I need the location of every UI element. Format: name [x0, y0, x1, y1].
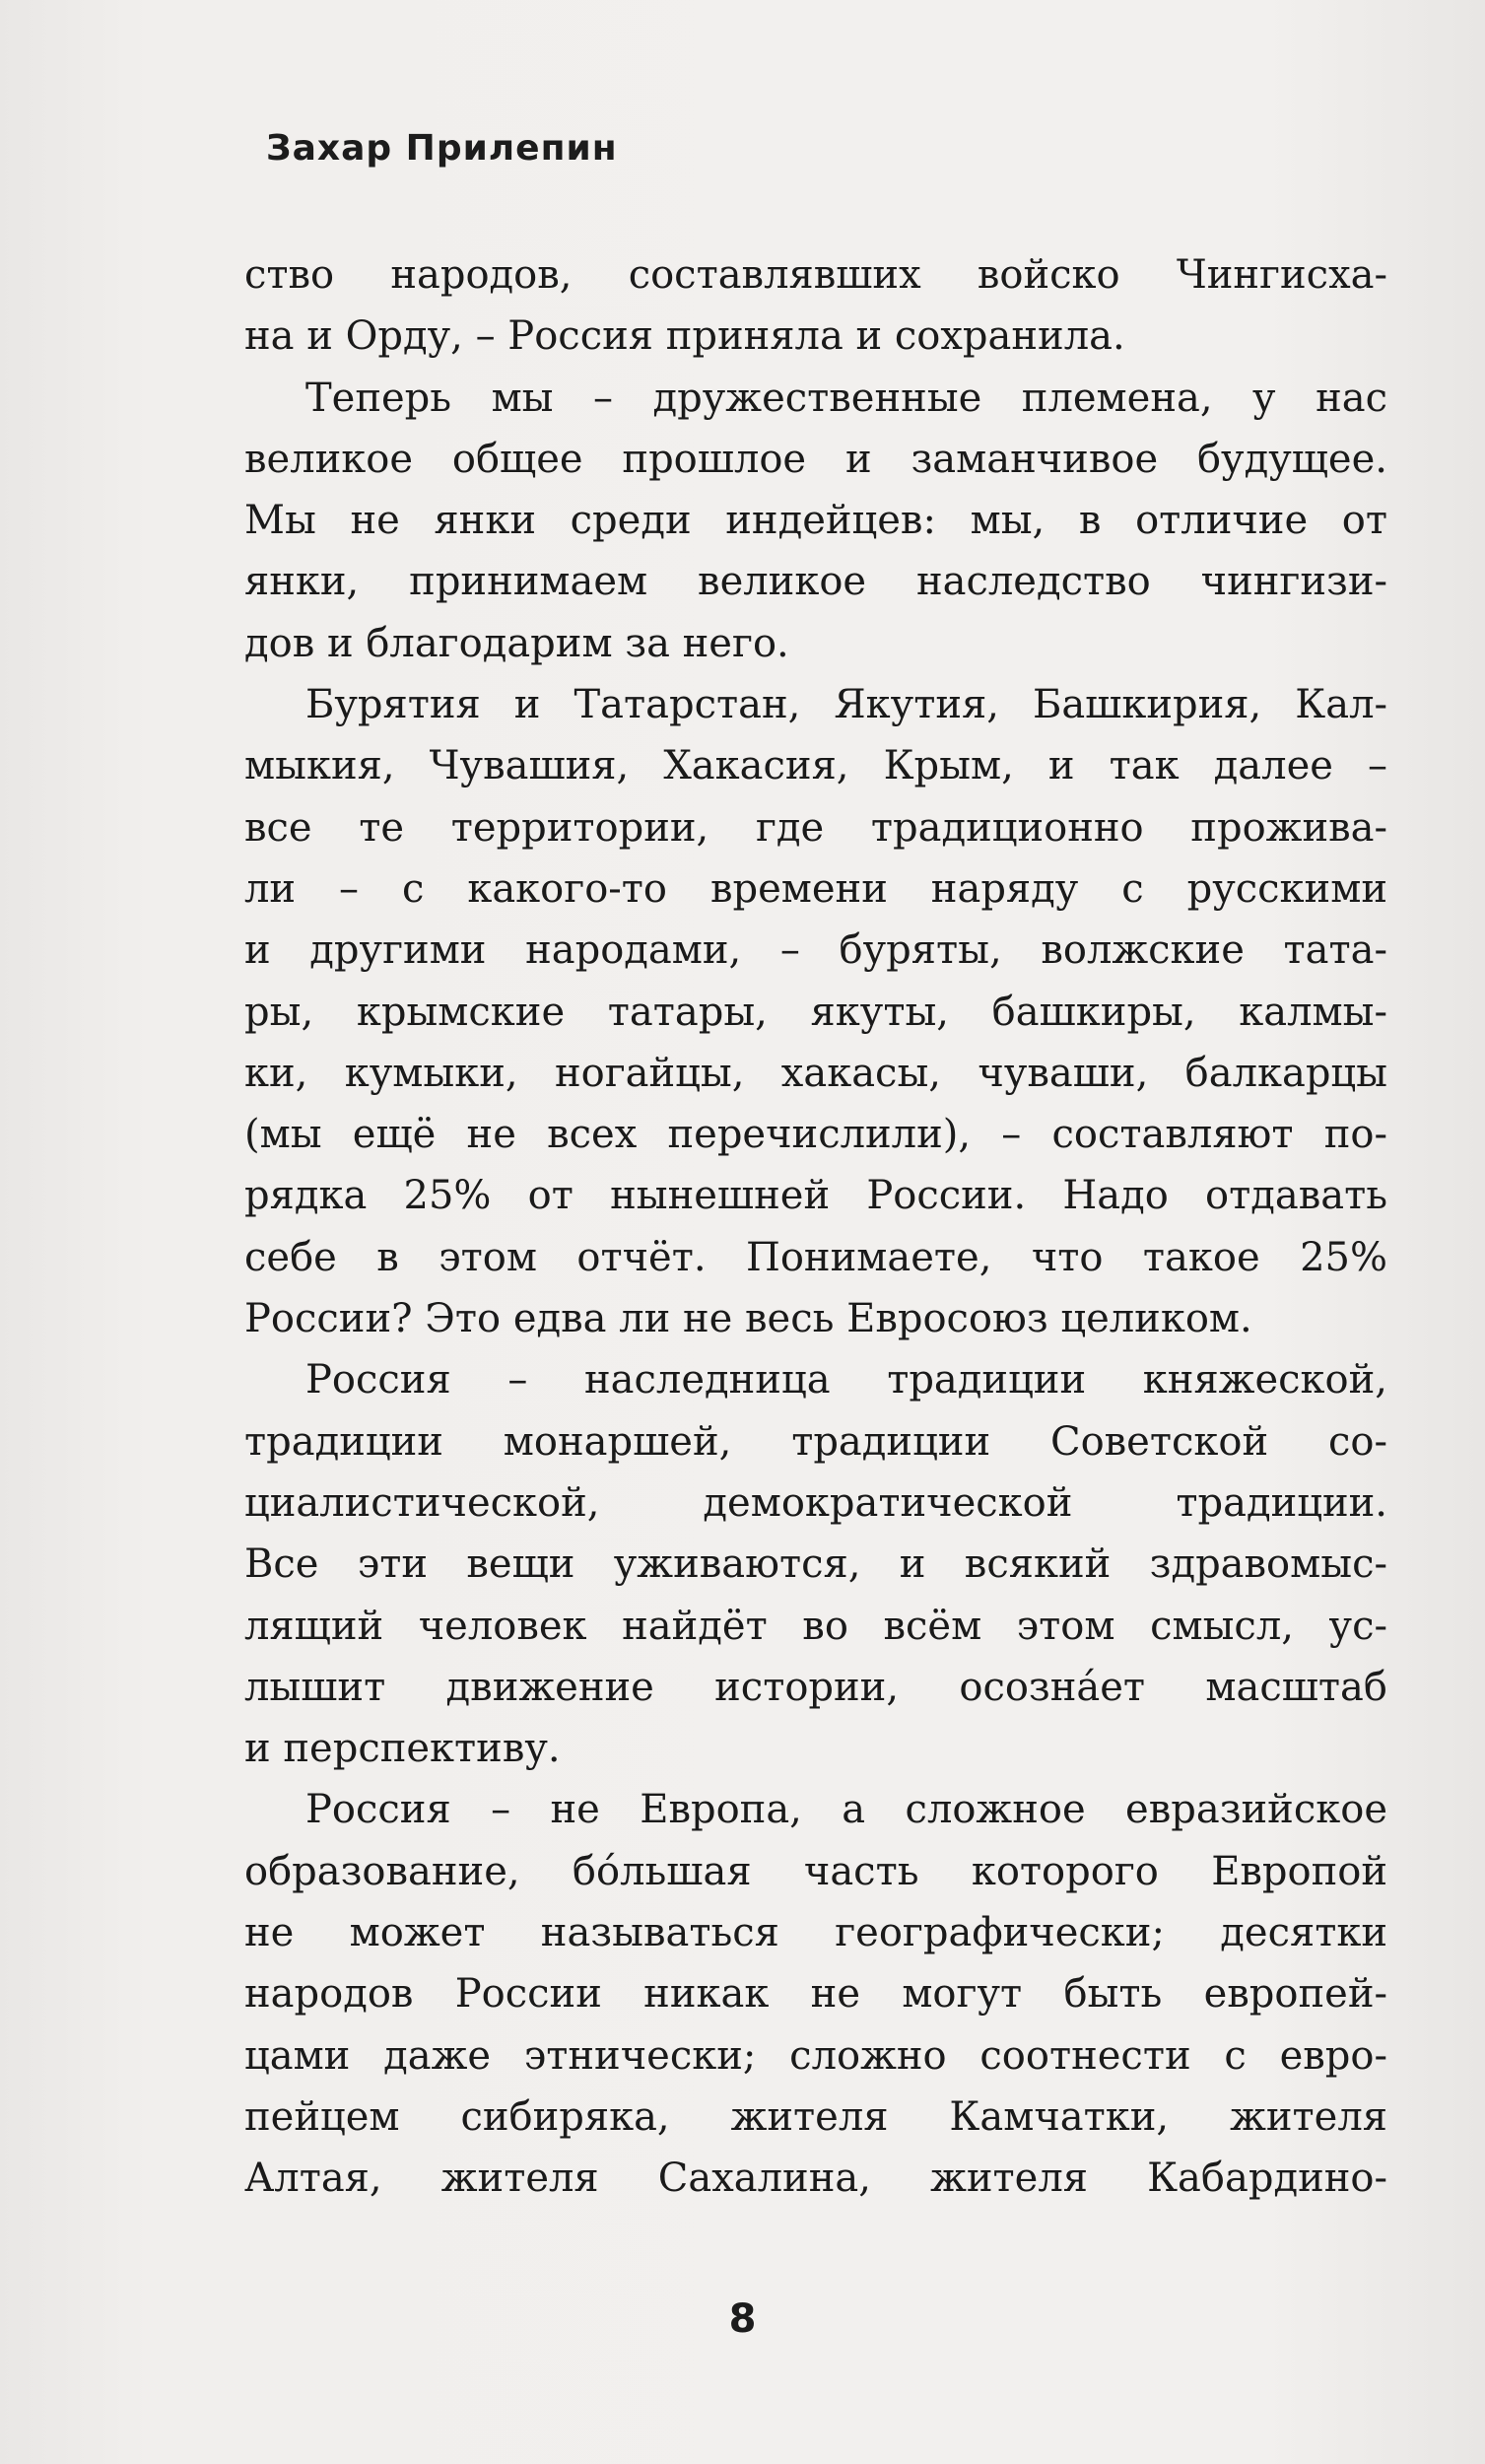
text-line: лышит движение истории, осознáет масштаб	[244, 1664, 1387, 1710]
text-line: на и Орду, – Россия приняла и сохранила.	[244, 313, 1125, 360]
text-line: мыкия, Чувашия, Хакасия, Крым, и так далее –	[244, 743, 1387, 789]
text-line: янки, принимаем великое наследство чингизи-	[244, 559, 1387, 605]
text-line: рядка 25% от нынешней России. Надо отдавать	[244, 1173, 1387, 1219]
text-line: Мы не янки среди индейцев: мы, в отличие от	[244, 498, 1387, 544]
text-line: ки, кумыки, ногайцы, хакасы, чуваши, балкарцы	[244, 1050, 1387, 1096]
text-line: ли – с какого-то времени наряду с русскими	[244, 865, 1387, 912]
page-number: 8	[728, 2296, 757, 2342]
text-line: Россия – не Европа, а сложное евразийское	[305, 1787, 1387, 1833]
body-text	[244, 244, 1387, 2210]
text-line: великое общее прошлое и заманчивое будущее.	[244, 436, 1387, 482]
text-line: дов и благодарим за него.	[244, 620, 789, 666]
text-line: Алтая, жителя Сахалина, жителя Кабардино-	[244, 2156, 1387, 2202]
text-line: все те территории, где традиционно прожива-	[244, 804, 1387, 851]
text-line: пейцем сибиряка, жителя Камчатки, жителя	[244, 2093, 1387, 2140]
text-line: ры, крымские татары, якуты, башкиры, калмы-	[244, 989, 1387, 1035]
text-line: Теперь мы – дружественные племена, у нас	[305, 375, 1387, 421]
text-line: (мы ещё не всех перечислили), – составляют по-	[244, 1112, 1387, 1158]
text-line: не может называться географически; десятки	[244, 1910, 1387, 1956]
text-line: ство народов, составлявших войско Чингисха-	[244, 252, 1387, 298]
text-line: Россия – наследница традиции княжеской,	[305, 1357, 1387, 1403]
text-line: Все эти вещи уживаются, и всякий здравомыс-	[244, 1541, 1387, 1588]
text-line: образование, бóльшая часть которого Европой	[244, 1848, 1387, 1894]
text-line: и другими народами, – буряты, волжские тата-	[244, 927, 1387, 974]
text-line: России? Это едва ли не весь Евросоюз целиком.	[244, 1296, 1252, 1342]
text-line: Бурятия и Татарстан, Якутия, Башкирия, Кал-	[305, 682, 1387, 728]
text-line: цами даже этнически; сложно соотнести с евро-	[244, 2032, 1387, 2079]
running-head-author: Захар Прилепин	[266, 128, 618, 169]
text-line: циалистической, демократической традиции.	[244, 1479, 1387, 1526]
text-line: лящий человек найдёт во всём этом смысл, ус-	[244, 1603, 1387, 1649]
text-line: народов России никак не могут быть европей-	[244, 1971, 1387, 2018]
text-line: и перспективу.	[244, 1726, 561, 1772]
text-line: себе в этом отчёт. Понимаете, что такое 25%	[244, 1234, 1387, 1280]
text-line: традиции монаршей, традиции Советской со-	[244, 1418, 1387, 1465]
